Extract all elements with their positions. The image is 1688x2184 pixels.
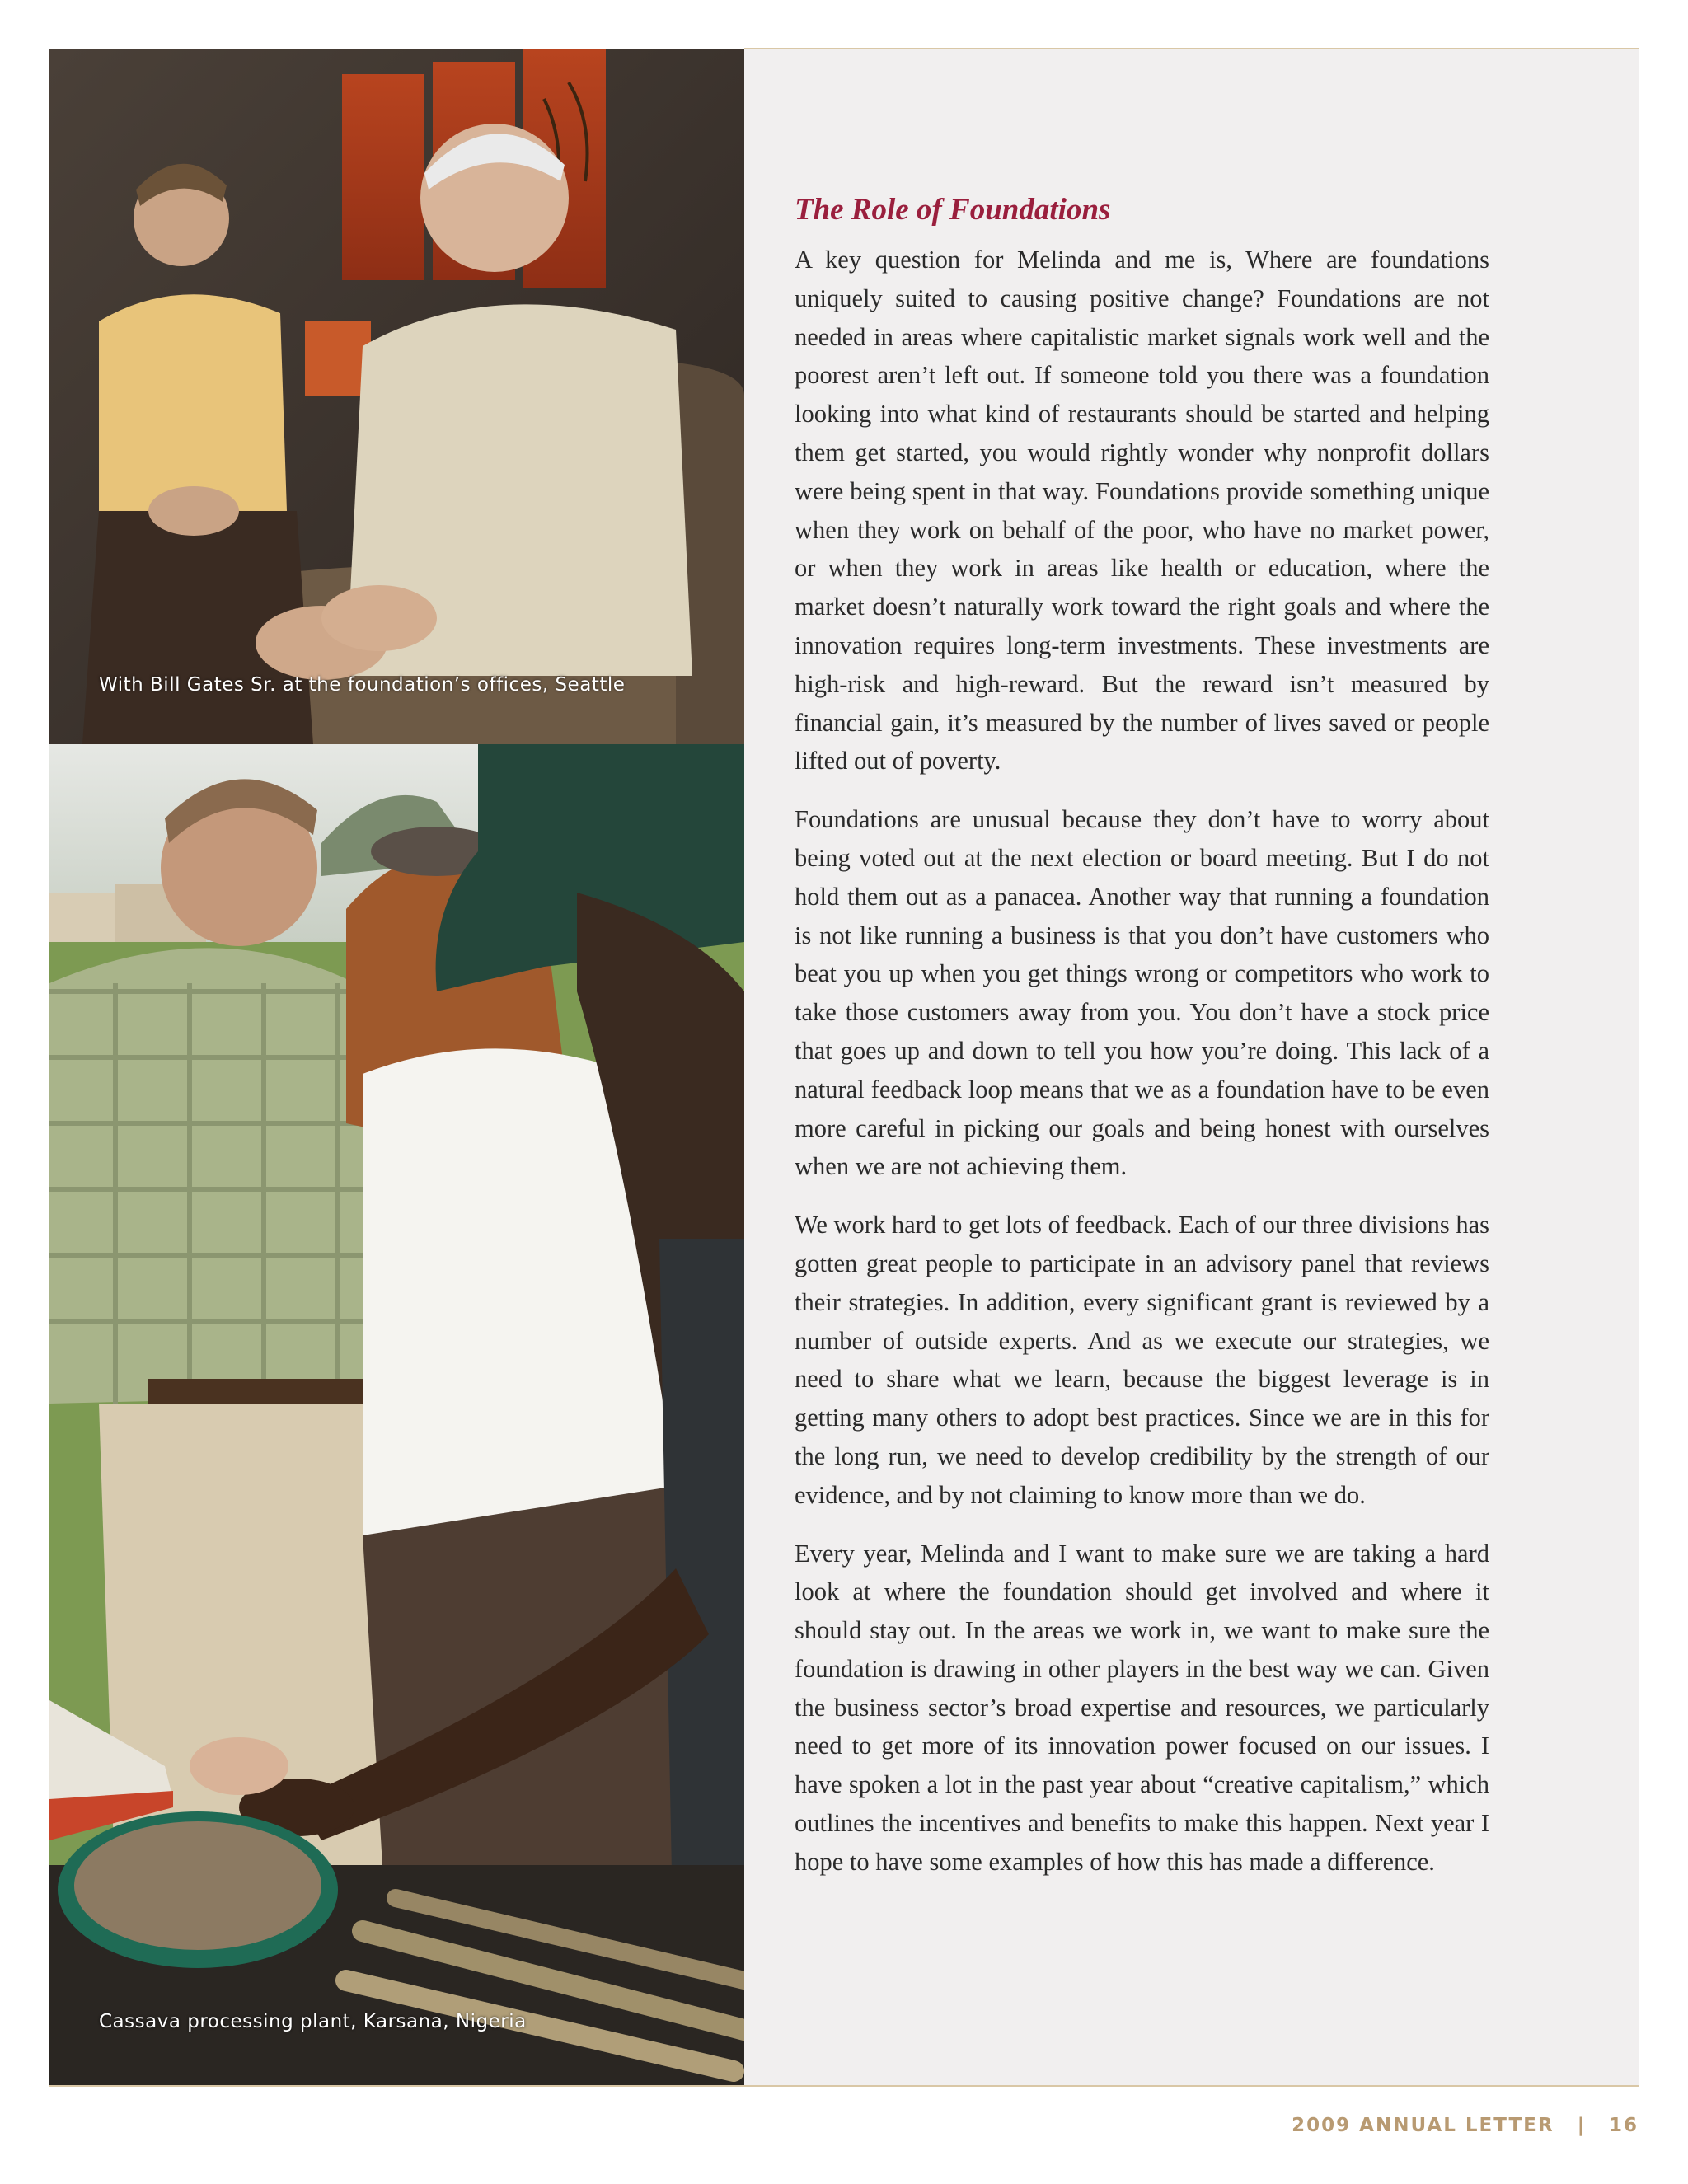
footer-separator: |: [1577, 2115, 1586, 2136]
article-paragraph-1: A key question for Melinda and me is, Where are foundations uniquely suited to causing positive change? Foundations are not needed in areas where capitalistic market signals work well and the poorest aren’t left out. If someone told you there was a foundation looking into what kind of restaurants should be started and helping them get started, you would rightly wonder why nonprofit dollars were being spent in that way. Foundations provide something unique when they work on behalf of the poor, who have no market power, or when they work in areas like health or education, where the market doesn’t naturally work toward the right goals and where the innovation requires long-term investments. These investments are high-risk and high-reward. But the reward isn’t measured by financial gain, it’s measured by the number of lives saved or people lifted out of poverty.: [795, 246, 1489, 776]
photo-office-meeting: [49, 49, 744, 744]
bottom-rule: [49, 2085, 1639, 2087]
photo-cassava-plant: [49, 744, 744, 2085]
article-heading: The Role of Foundations: [795, 193, 1111, 227]
article-paragraph-3: We work hard to get lots of feedback. Each of our three divisions has gotten great people to participate in an advisory panel that reviews their strategies. In addition, every significant grant is reviewed by a number of outside experts. And as we execute our strategies, we need to share what we learn, because the biggest leverage is in getting many others to adopt best practices. Since we are in this for the long run, we need to develop credibility by the strength of our evidence, and by not claiming to know more than we do.: [795, 1211, 1489, 1509]
footer-title: 2009 ANNUAL LETTER: [1292, 2115, 1554, 2136]
article-paragraph-4: Every year, Melinda and I want to make sure we are taking a hard look at where the foundation should get involved and where it should stay out. In the areas we work in, we want to make sure the foundation is drawing in other players in the best way we can. Given the business sector’s broad expertise and resources, we particularly need to get more of its innovation power focused on our issues. I have spoken a lot in the past year about “creative capitalism,” which outlines the incentives and benefits to make this happen. Next year I hope to have some examples of how this has made a difference.: [795, 1539, 1489, 1876]
photo-caption-cassava: Cassava processing plant, Karsana, Nigeria: [99, 2011, 527, 2032]
photo-cassava-plant-image: [49, 744, 744, 2085]
article-body: [795, 190, 1489, 1901]
photo-office-meeting-image: [49, 49, 744, 744]
photo-caption-office: With Bill Gates Sr. at the foundation’s offices, Seattle: [99, 674, 626, 696]
page-number: 16: [1608, 2115, 1639, 2136]
page-footer: [1292, 2115, 1639, 2136]
article-paragraph-2: Foundations are unusual because they don’t have to worry about being voted out at the next election or board meeting. But I do not hold them out as a panacea. Another way that running a foundation is not like running a business is that you don’t have customers who beat you up when you get things wrong or competitors who work to take those customers away from you. You don’t have a stock price that goes up and down to tell you how you’re doing. This lack of a natural feedback loop means that we as a foundation have to be even more careful in picking our goals and being honest with ourselves when we are not achieving them.: [795, 805, 1489, 1181]
